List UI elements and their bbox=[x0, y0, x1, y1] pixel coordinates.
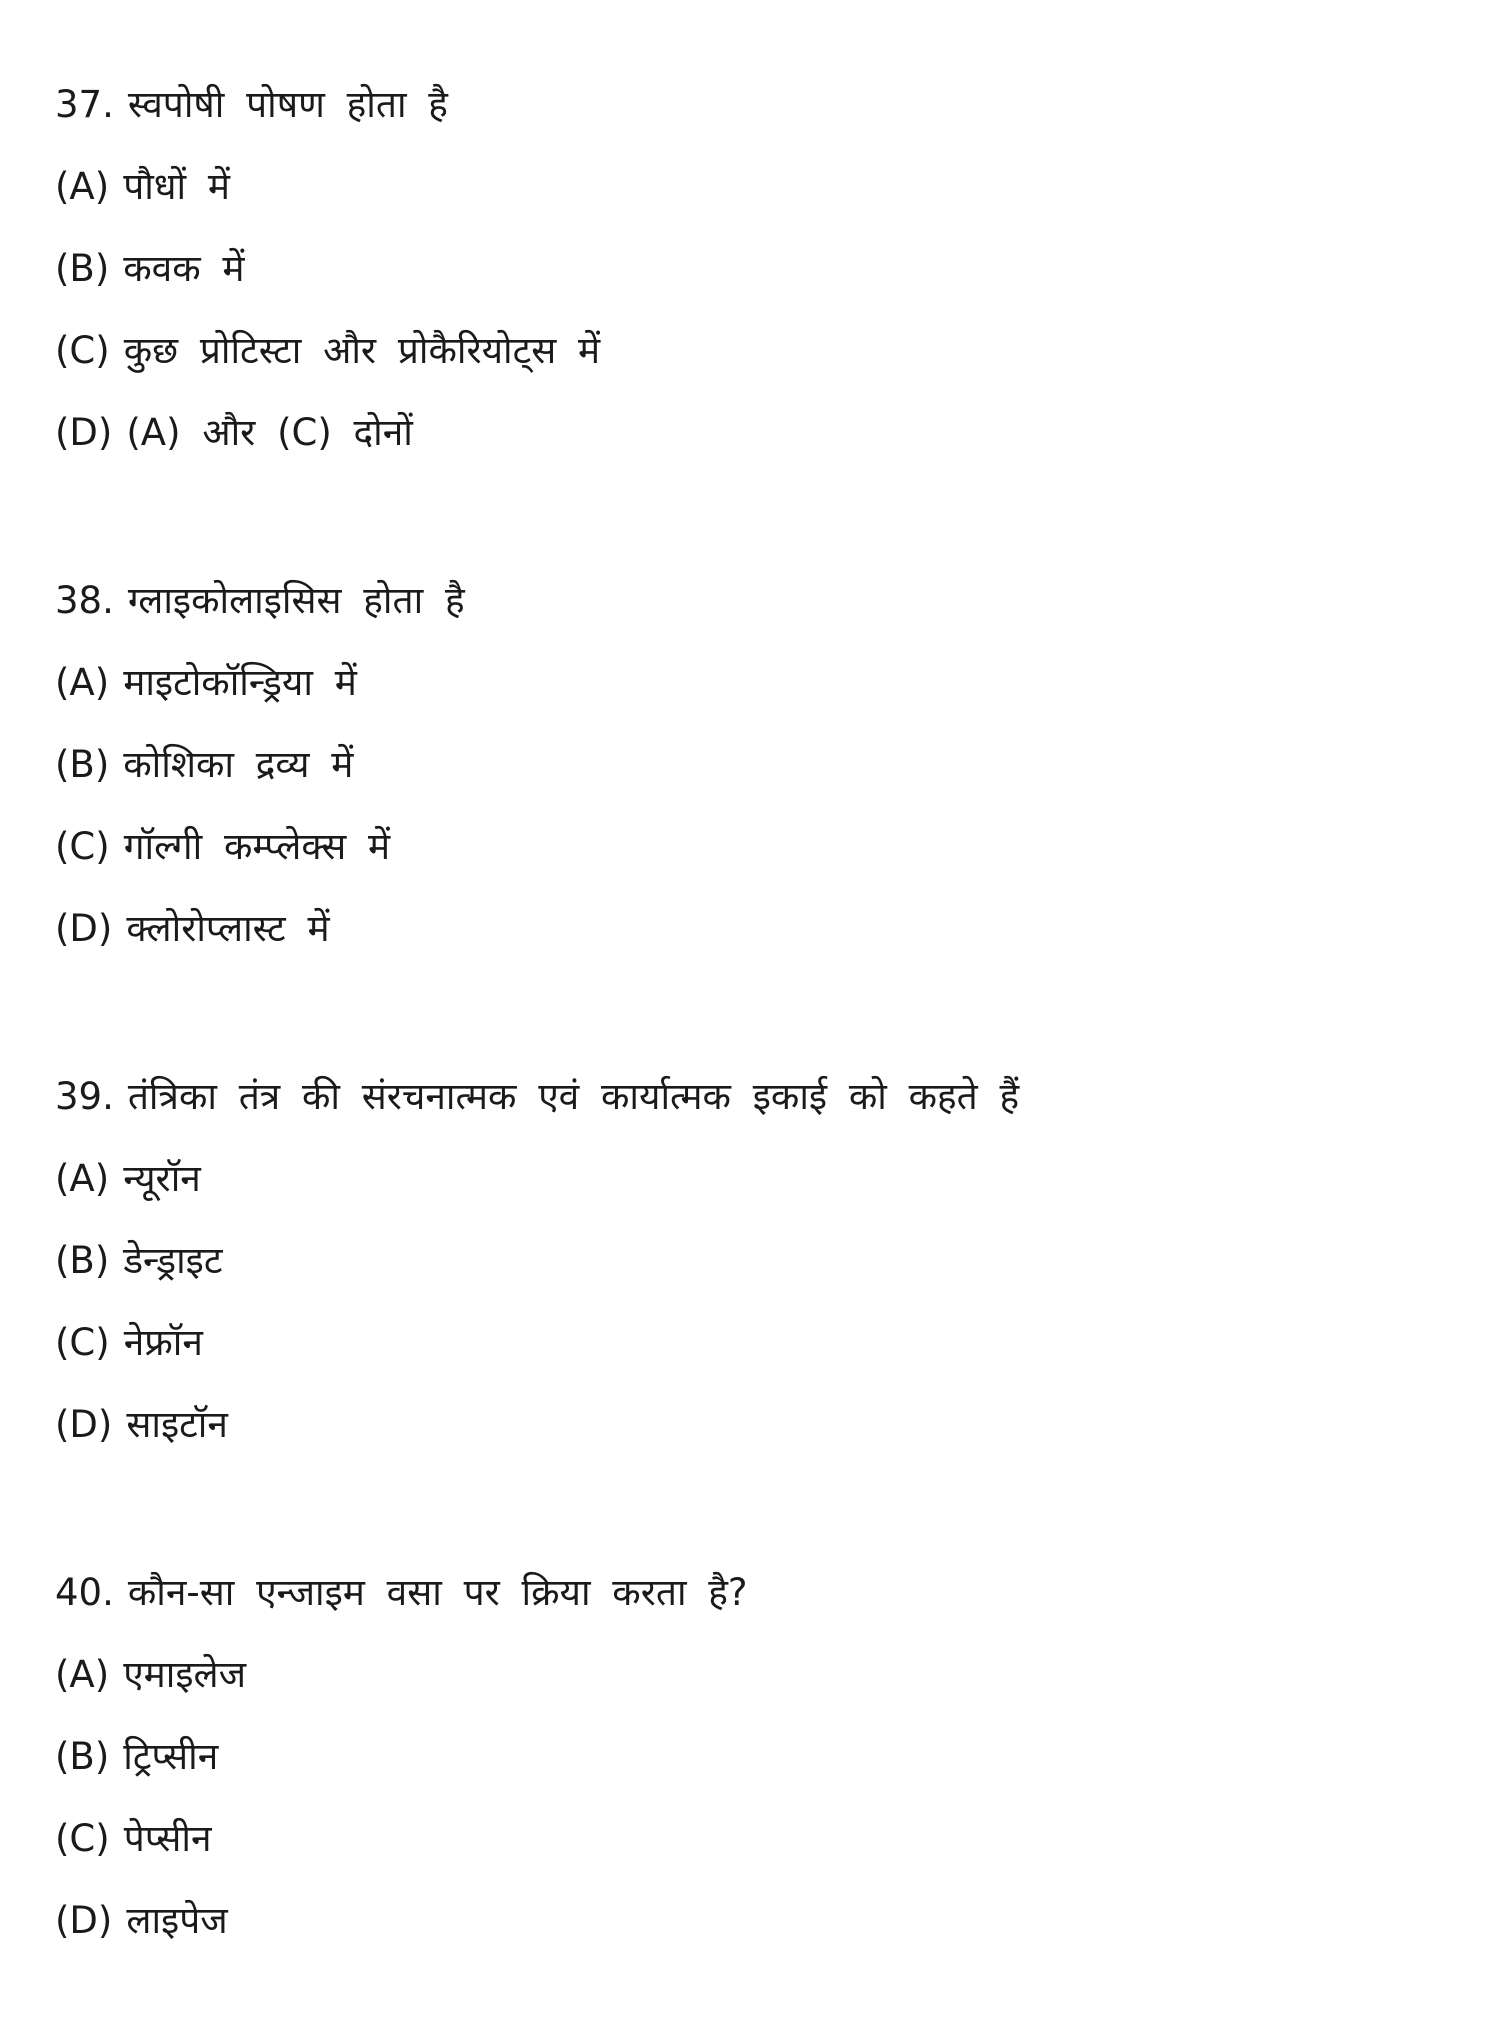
question-stem bbox=[55, 64, 1455, 146]
option-d bbox=[55, 1880, 1455, 1962]
option-text: नेफ्रॉन bbox=[123, 1321, 203, 1364]
option-label: (D) bbox=[55, 1899, 113, 1942]
option-label: (B) bbox=[55, 247, 110, 290]
question-number: 37. bbox=[55, 83, 114, 126]
option-b bbox=[55, 228, 1455, 310]
question-text: तंत्रिका तंत्र की संरचनात्मक एवं कार्यात्मक इकाई को कहते हैं bbox=[127, 1075, 1020, 1118]
option-label: (D) bbox=[55, 411, 113, 454]
question-text: ग्लाइकोलाइसिस होता है bbox=[127, 579, 465, 622]
option-text: लाइपेज bbox=[126, 1899, 228, 1942]
option-b bbox=[55, 1716, 1455, 1798]
option-text: ट्रिप्सीन bbox=[123, 1735, 219, 1778]
option-label: (C) bbox=[55, 825, 110, 868]
option-c bbox=[55, 1302, 1455, 1384]
option-label: (A) bbox=[55, 661, 110, 704]
option-d bbox=[55, 888, 1455, 970]
option-text: क्लोरोप्लास्ट में bbox=[126, 907, 330, 950]
option-text: पेप्सीन bbox=[123, 1817, 212, 1860]
question-40 bbox=[55, 1552, 1455, 1962]
option-text: माइटोकॉन्ड्रिया में bbox=[123, 661, 357, 704]
option-label: (A) bbox=[55, 165, 110, 208]
option-label: (A) bbox=[55, 1157, 110, 1200]
question-38 bbox=[55, 560, 1455, 970]
question-37 bbox=[55, 64, 1455, 474]
option-text: कोशिका द्रव्य में bbox=[123, 743, 354, 786]
option-text: एमाइलेज bbox=[123, 1653, 247, 1696]
option-text: गॉल्गी कम्प्लेक्स में bbox=[123, 825, 391, 868]
option-c bbox=[55, 310, 1455, 392]
question-stem bbox=[55, 560, 1455, 642]
option-text: डेन्ड्राइट bbox=[123, 1239, 223, 1282]
option-a bbox=[55, 642, 1455, 724]
option-c bbox=[55, 1798, 1455, 1880]
option-text: पौधों में bbox=[123, 165, 231, 208]
question-stem bbox=[55, 1056, 1455, 1138]
option-a bbox=[55, 146, 1455, 228]
option-label: (B) bbox=[55, 743, 110, 786]
option-label: (A) bbox=[55, 1653, 110, 1696]
question-text: स्वपोषी पोषण होता है bbox=[127, 83, 448, 126]
option-label: (C) bbox=[55, 1321, 110, 1364]
option-c bbox=[55, 806, 1455, 888]
question-text: कौन-सा एन्जाइम वसा पर क्रिया करता है? bbox=[127, 1571, 748, 1614]
option-label: (C) bbox=[55, 329, 110, 372]
option-label: (B) bbox=[55, 1735, 110, 1778]
option-text: कुछ प्रोटिस्टा और प्रोकैरियोट्स में bbox=[123, 329, 601, 372]
question-number: 40. bbox=[55, 1571, 114, 1614]
option-text: न्यूरॉन bbox=[123, 1157, 201, 1200]
option-b bbox=[55, 1220, 1455, 1302]
question-39 bbox=[55, 1056, 1455, 1466]
option-label: (D) bbox=[55, 907, 113, 950]
option-label: (C) bbox=[55, 1817, 110, 1860]
option-label: (B) bbox=[55, 1239, 110, 1282]
option-text: (A) और (C) दोनों bbox=[126, 411, 413, 454]
option-a bbox=[55, 1138, 1455, 1220]
question-number: 39. bbox=[55, 1075, 114, 1118]
option-b bbox=[55, 724, 1455, 806]
question-stem bbox=[55, 1552, 1455, 1634]
option-label: (D) bbox=[55, 1403, 113, 1446]
option-a bbox=[55, 1634, 1455, 1716]
option-text: कवक में bbox=[123, 247, 245, 290]
option-d bbox=[55, 1384, 1455, 1466]
option-text: साइटॉन bbox=[126, 1403, 228, 1446]
option-d bbox=[55, 392, 1455, 474]
question-number: 38. bbox=[55, 579, 114, 622]
question-sheet bbox=[55, 64, 1455, 1962]
